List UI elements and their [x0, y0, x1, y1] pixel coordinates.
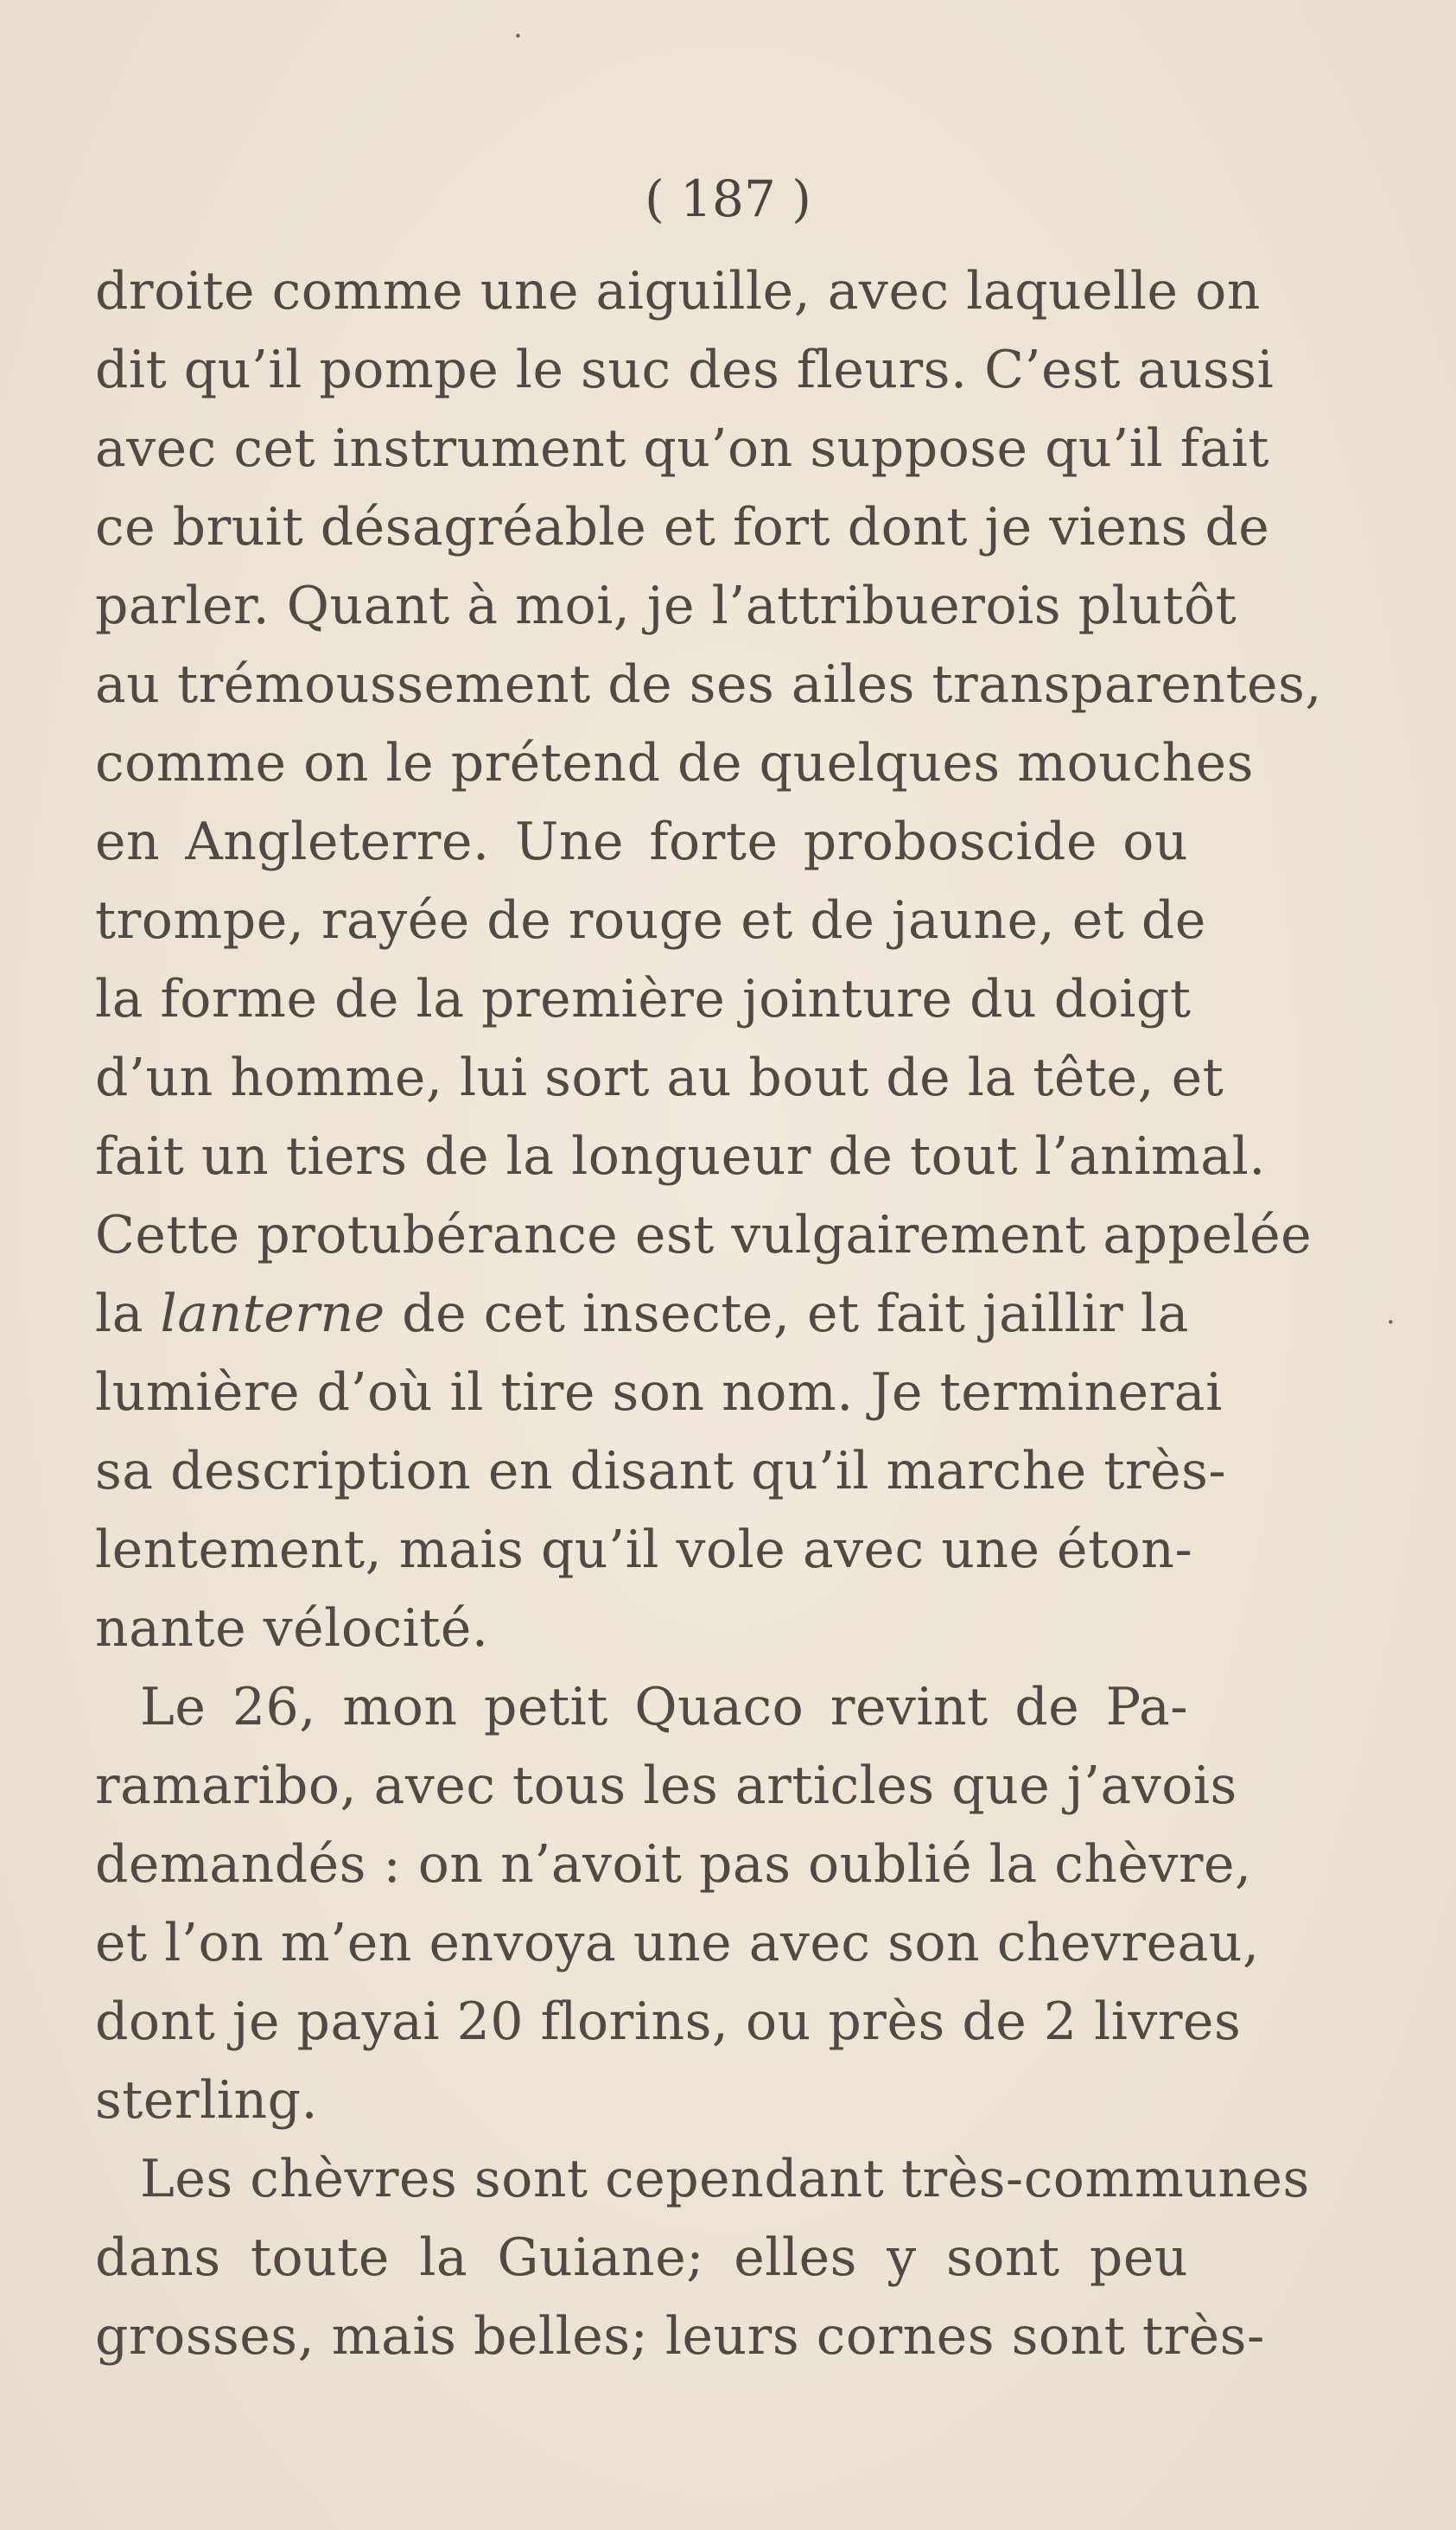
- text-line: dit qu’il pompe le suc des fleurs. C’est aussi: [95, 340, 1275, 400]
- text-line: lentement, mais qu’il vole avec une éton-: [95, 1520, 1193, 1580]
- text-line: en Angleterre. Une forte proboscide ou: [95, 812, 1188, 872]
- text-line: ramaribo, avec tous les articles que j’avois: [95, 1756, 1237, 1816]
- text-line: demandés : on n’avoit pas oublié la chèvre,: [95, 1834, 1252, 1895]
- text-line: grosses, mais belles; leurs cornes sont très-: [95, 2306, 1265, 2367]
- text-line: droite comme une aiguille, avec laquelle on: [95, 261, 1261, 322]
- text-line: Le 26, mon petit Quaco revint de Pa-: [140, 1677, 1188, 1737]
- text-line: dont je payai 20 florins, ou près de 2 livres: [95, 1991, 1242, 2052]
- text-line: Les chèvres sont cependant très-communes: [140, 2149, 1310, 2209]
- text-line: sterling.: [95, 2070, 319, 2131]
- text-line: trompe, rayée de rouge et de jaune, et de: [95, 890, 1206, 951]
- text-line: lumière d’où il tire son nom. Je terminerai: [95, 1362, 1223, 1423]
- text-line: parler. Quant à moi, je l’attribuerois plutôt: [95, 576, 1237, 636]
- text-line: [95, 1275, 1188, 1354]
- text-line: avec cet instrument qu’on suppose qu’il fait: [95, 418, 1269, 479]
- text-fragment: la: [95, 1284, 161, 1344]
- text-line: comme on le prétend de quelques mouches: [95, 733, 1254, 793]
- text-line: fait un tiers de la longueur de tout l’animal.: [95, 1126, 1266, 1187]
- text-line: sa description en disant qu’il marche très-: [95, 1441, 1227, 1501]
- text-line: d’un homme, lui sort au bout de la tête, et: [95, 1048, 1224, 1108]
- text-line: dans toute la Guiane; elles y sont peu: [95, 2227, 1188, 2288]
- text-line: et l’on m’en envoya une avec son chevreau,: [95, 1913, 1260, 1973]
- text-line: la forme de la première jointure du doigt: [95, 969, 1192, 1029]
- body-text: [95, 252, 1322, 2376]
- text-line: Cette protubérance est vulgairement appelée: [95, 1205, 1313, 1265]
- italic-term: lanterne: [160, 1284, 385, 1344]
- ink-speck-mark: ·: [1386, 1305, 1396, 1340]
- ink-speck-mark: ·: [513, 19, 523, 54]
- text-line: au trémoussement de ses ailes transparentes,: [95, 654, 1322, 715]
- page-number: ( 187 ): [645, 169, 811, 228]
- text-fragment: de cet insecte, et fait jaillir la: [385, 1284, 1189, 1344]
- text-line: nante vélocité.: [95, 1598, 489, 1659]
- text-line: ce bruit désagréable et fort dont je viens de: [95, 497, 1270, 558]
